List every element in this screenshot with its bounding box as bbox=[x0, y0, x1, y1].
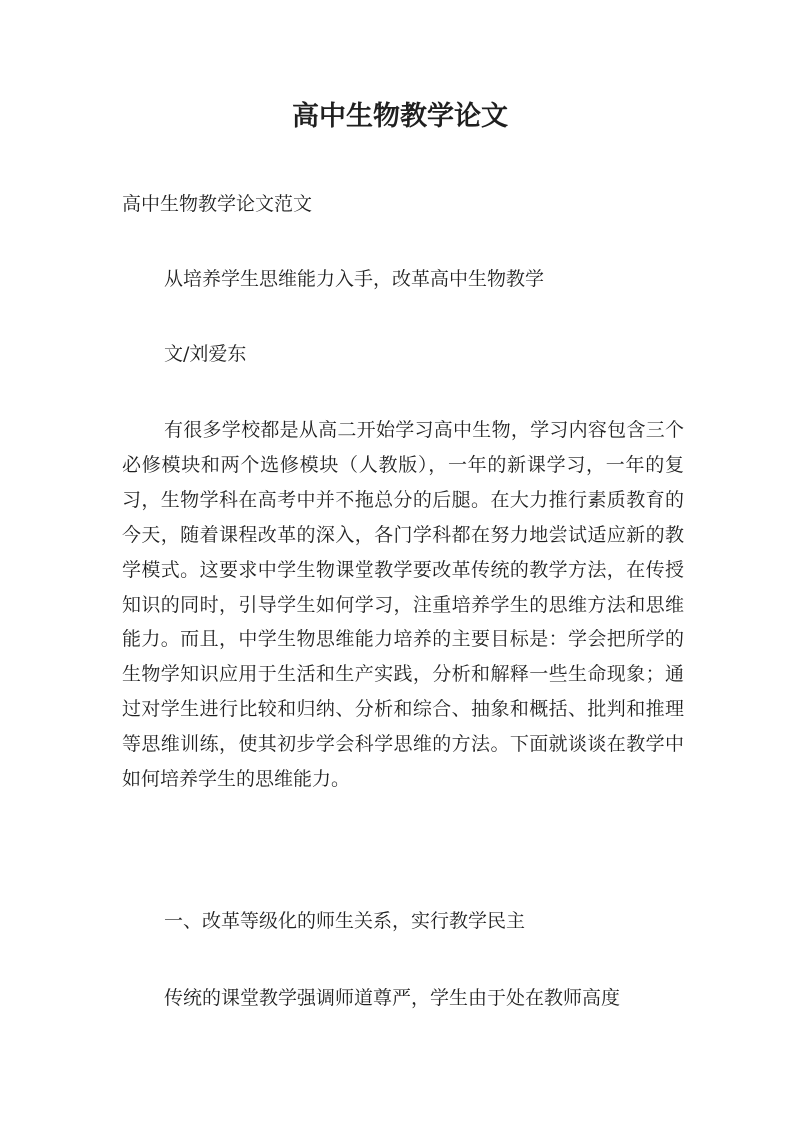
author-line: 文/刘爱东 bbox=[164, 343, 247, 365]
article-title: 从培养学生思维能力入手，改革高中生物教学 bbox=[164, 268, 545, 290]
body-paragraph: 有很多学校都是从高二开始学习高中生物，学习内容包含三个必修模块和两个选修模块（人教版），一年的新课学习，一年的复习，生物学科在高考中并不拖总分的后腿。在大力推行素质教育的今天，随着课程改革的深入，各门学科都在努力地尝试适应新的教学模式。这要求中学生物课堂教学要改革传统的教学方法，在传授知识的同时，引导学生如何学习，注重培养学生的思维方法和思维能力。而且，中学生物思维能力培养的主要目标是：学会把所学的生物学知识应用于生活和生产实践，分析和解释一些生命现象；通过对学生进行比较和归纳、分析和综合、抽象和概括、批判和推理等思维训练，使其初步学会科学思维的方法。下面就谈谈在教学中如何培养学生的思维能力。 bbox=[122, 419, 684, 791]
document-subtitle: 高中生物教学论文范文 bbox=[122, 193, 313, 215]
document-title: 高中生物教学论文 bbox=[292, 101, 508, 132]
section-heading: 一、改革等级化的师生关系，实行教学民主 bbox=[164, 910, 526, 932]
section-text-start: 传统的课堂教学强调师道尊严，学生由于处在教师高度 bbox=[164, 987, 621, 1009]
